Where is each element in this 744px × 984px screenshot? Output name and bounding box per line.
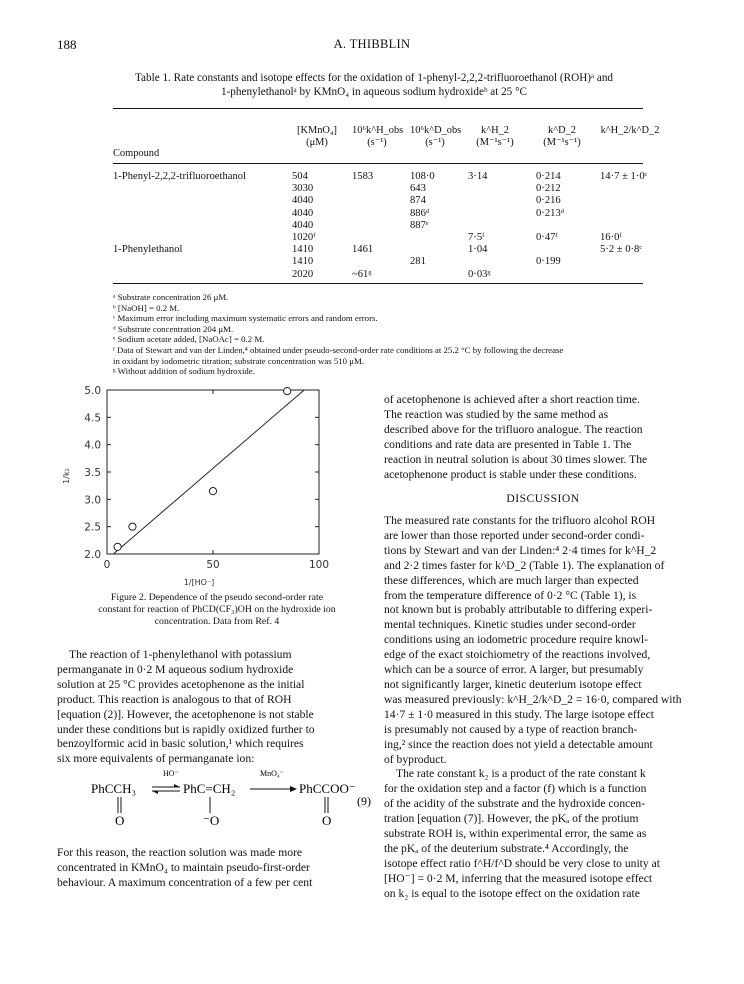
table-footnote: ᶠ Data of Stewart and van der Linden,⁴ obtained under pseudo-second-order rate conditions at 25.2 °C by following the decrease bbox=[113, 344, 564, 355]
text-line: conditions and rate data are presented in Table 1. The bbox=[384, 437, 632, 451]
table-caption-line-2: 1-phenylethanolᵃ by KMnO₄ in aqueous sodium hydroxideᵇ at 25 °C bbox=[220, 85, 528, 98]
text-line: the pKₐ of the deuterium substrate.⁴ Accordingly, the bbox=[384, 841, 629, 855]
scheme-arrowhead-oxidation bbox=[290, 786, 297, 792]
text-line: are lower than those reported under second-order condi- bbox=[384, 528, 645, 542]
scheme-reagent-hydroxide: HO⁻ bbox=[163, 769, 179, 778]
table-footnote: ᵇ [NaOH] = 0.2 M. bbox=[113, 302, 180, 313]
text-line: from the temperature difference of 0·2 °C (Table 1), is bbox=[384, 588, 637, 602]
table-cell-r8-c2: ~61ᵍ bbox=[352, 268, 372, 280]
table-footnote: ᵉ Sodium acetate added, [NaOAc] = 0.2 M. bbox=[113, 334, 265, 345]
table-cell-r7-c1: 1410 bbox=[292, 256, 314, 268]
text-line: [HO⁻] = 0·2 M, inferring that the measured isotope effect bbox=[384, 871, 653, 885]
table-cell-r3-c3: 886ᵈ bbox=[410, 207, 430, 219]
text-line: The measured rate constants for the trifluoro alcohol ROH bbox=[384, 514, 656, 527]
text-line: [equation (2)]. However, the acetophenone is not stable bbox=[57, 707, 314, 721]
table-cell-r5-c5: 0·47ᶠ bbox=[536, 232, 558, 243]
table-col-header-1: [KMnO₄] (μM) bbox=[297, 125, 337, 148]
text-line: on k₂ is equal to the isotope effect on the oxidation rate bbox=[384, 886, 640, 900]
table-caption bbox=[100, 72, 648, 99]
table-cell-r2-c5: 0·216 bbox=[536, 195, 561, 207]
text-line: solution at 25 °C provides acetophenone as the initial bbox=[57, 677, 305, 691]
regression-line bbox=[113, 390, 304, 554]
table-cell-r2-c1: 4040 bbox=[292, 195, 314, 207]
figure-caption-line-2: constant for reaction of PhCD(CF₃)OH on the hydroxide ion bbox=[98, 604, 336, 615]
scheme-species-acetophenone: PhCCH₃ bbox=[91, 781, 136, 796]
table-cell-r1-c1: 3030 bbox=[292, 183, 314, 195]
text-line: behaviour. A maximum concentration of a few per cent bbox=[57, 875, 313, 889]
table-cell-r5-c4: 7·5ᶠ bbox=[468, 232, 485, 243]
table-footnote: ᵃ Substrate concentration 26 μM. bbox=[113, 292, 229, 302]
text-line: not known but is probably attributable to differing experi- bbox=[384, 603, 653, 617]
table-cell-r0-c4: 3·14 bbox=[468, 171, 488, 182]
table-col-header-0: Compound bbox=[113, 148, 160, 159]
text-line: edge of the exact stoichiometry of the reactions involved, bbox=[384, 648, 651, 662]
text-line: ing,² since the reaction does not yield a detectable amount bbox=[384, 737, 653, 751]
table-cell-r0-c1: 504 bbox=[292, 171, 308, 182]
table-cell-r0-c5: 0·214 bbox=[536, 171, 561, 182]
y-axis-label: 1/k₂ bbox=[62, 468, 71, 484]
table-cell-r0-c2: 1583 bbox=[352, 171, 374, 182]
text-line: reaction in neutral solution is about 30 times slower. The bbox=[384, 452, 648, 466]
y-tick-label: 4.5 bbox=[84, 412, 101, 425]
table-cell-r4-c1: 4040 bbox=[292, 219, 314, 231]
y-tick-label: 2.5 bbox=[84, 521, 101, 534]
x-tick-label: 0 bbox=[103, 559, 111, 571]
text-line: product. This reaction is analogous to that of ROH bbox=[57, 692, 292, 706]
text-line: For this reason, the reaction solution was made more bbox=[57, 846, 303, 859]
text-line: six more equivalents of permanganate ion: bbox=[57, 752, 255, 766]
text-line: of the acidity of the substrate and the hydroxide concen- bbox=[384, 797, 646, 811]
scheme-reagent-permanganate: MnO₄⁻ bbox=[260, 769, 284, 778]
table-col-header-2: 10⁶k^H_obs (s⁻¹) bbox=[352, 125, 404, 148]
text-line: for the oxidation step and a factor (f) which is a function bbox=[384, 782, 647, 796]
text-line: permanganate in 0·2 M aqueous sodium hydroxide bbox=[57, 662, 294, 676]
table-col-header-6: k^H_2/k^D_2 bbox=[600, 125, 660, 136]
text-line: conditions using an iodometric procedure require knowl- bbox=[384, 633, 649, 647]
table-footnote: ᵈ Substrate concentration 204 μM. bbox=[113, 323, 234, 334]
text-line: of byproduct. bbox=[384, 752, 447, 766]
figure-caption-line-3: concentration. Data from Ref. 4 bbox=[154, 616, 280, 627]
running-head-author: A. THIBBLIN bbox=[333, 37, 411, 51]
text-line: tions by Stewart and van der Linden:⁴ 2·4 times for k^H_2 bbox=[384, 543, 657, 557]
text-line: not significantly larger, kinetic deuterium isotope effect bbox=[384, 677, 642, 691]
table-col-header-3: 10⁶k^D_obs (s⁻¹) bbox=[410, 125, 462, 148]
table-cell-r6-c2: 1461 bbox=[352, 244, 374, 256]
data-point bbox=[209, 488, 216, 495]
text-line: substrate ROH is, within experimental error, the same as bbox=[384, 827, 647, 841]
table-cell-r2-c3: 874 bbox=[410, 195, 426, 207]
text-line: and 2·2 times faster for k^D_2 (Table 1). The explanation of bbox=[384, 558, 665, 572]
text-line: The reaction of 1-phenylethanol with potassium bbox=[69, 648, 292, 661]
x-axis-label: 1/[HO⁻] bbox=[183, 578, 215, 587]
text-line: of acetophenone is achieved after a short reaction time. bbox=[384, 393, 640, 406]
plot-frame bbox=[107, 390, 319, 554]
y-tick-label: 3.0 bbox=[84, 494, 101, 507]
table-cell-r5-c6: 16·0ᶠ bbox=[600, 232, 622, 243]
table-cell-r8-c4: 0·03ᵍ bbox=[468, 268, 491, 280]
table-header-rule bbox=[113, 163, 643, 164]
table-cell-r4-c3: 887ᵉ bbox=[410, 219, 429, 231]
reaction-scheme-9 bbox=[57, 759, 377, 839]
table-caption-line-1: Table 1. Rate constants and isotope effects for the oxidation of 1-phenyl-2,2,2-trifluoroethanol (ROH)ᵃ and bbox=[134, 72, 614, 84]
table-bottom-rule bbox=[113, 283, 643, 284]
page-number: 188 bbox=[57, 37, 77, 52]
text-line: The reaction was studied by the same method as bbox=[384, 407, 609, 421]
right-column-paragraph-2 bbox=[384, 514, 702, 902]
scheme-species-enolate: PhC=CH₂ bbox=[183, 781, 236, 796]
left-column-paragraph-2 bbox=[57, 846, 377, 891]
right-column-paragraph-1 bbox=[384, 393, 702, 482]
text-line: was measured previously: k^H_2/k^D_2 = 16·0, compared with bbox=[384, 692, 682, 706]
table-cell-r8-c1: 2020 bbox=[292, 268, 314, 280]
table-cell-r6-c4: 1·04 bbox=[468, 244, 488, 256]
table-cell-r7-c3: 281 bbox=[410, 256, 426, 268]
text-line: isotope effect ratio f^H/f^D should be very close to unity at bbox=[384, 856, 660, 870]
scheme-oxygen-3: O bbox=[322, 813, 332, 828]
left-column-paragraph-1 bbox=[57, 648, 377, 767]
scheme-oxygen-2: ⁻O bbox=[203, 813, 220, 828]
table-footnotes bbox=[113, 292, 653, 377]
y-tick-label: 3.5 bbox=[84, 467, 101, 479]
table-cell-r6-c1: 1410 bbox=[292, 244, 314, 256]
table-cell-r6-c6: 5·2 ± 0·8ᶜ bbox=[600, 244, 643, 256]
text-line: benzoylformic acid in basic solution,¹ which requires bbox=[57, 737, 304, 751]
text-line: these differences, which are much larger than expected bbox=[384, 573, 639, 587]
table-cell-r0-c0: 1-Phenyl-2,2,2-trifluoroethanol bbox=[113, 171, 246, 182]
data-point bbox=[129, 523, 136, 530]
text-line: under these conditions but is rapidly oxidized further to bbox=[57, 722, 315, 736]
data-point bbox=[114, 543, 121, 550]
text-line: The rate constant k₂ is a product of the rate constant k bbox=[396, 767, 646, 781]
text-line: acetophenone product is stable under these conditions. bbox=[384, 467, 637, 481]
y-tick-label: 5.0 bbox=[84, 385, 101, 397]
table-col-header-5: k^D_2 (M⁻¹s⁻¹) bbox=[543, 125, 581, 148]
table-cell-r7-c5: 0·199 bbox=[536, 256, 561, 268]
scheme-species-benzoylformate: PhCCOO⁻ bbox=[299, 781, 356, 796]
table-top-rule bbox=[113, 108, 643, 109]
text-line: 14·7 ± 1·0 measured in this study. The large isotope effect bbox=[384, 707, 654, 721]
text-line: concentrated in KMnO₄ to maintain pseudo-first-order bbox=[57, 860, 310, 874]
figure-2-scatter-plot bbox=[57, 382, 377, 587]
text-line: mental techniques. Kinetic studies under second-order bbox=[384, 618, 636, 632]
table-footnote: ᶜ Maximum error including maximum systematic errors and random errors. bbox=[113, 313, 378, 324]
x-tick-label: 50 bbox=[206, 559, 220, 571]
text-line: is presumably not caused by a type of reaction branch- bbox=[384, 722, 638, 736]
x-tick-label: 100 bbox=[308, 559, 330, 571]
scheme-oxygen-1: O bbox=[115, 813, 125, 828]
text-line: which can be a source of error. A larger, but presumably bbox=[384, 663, 644, 677]
table-cell-r5-c1: 1020ᶠ bbox=[292, 232, 316, 243]
scheme-equation-number: (9) bbox=[357, 794, 371, 808]
table-cell-r1-c3: 643 bbox=[410, 183, 426, 195]
y-tick-label: 2.0 bbox=[84, 549, 101, 561]
table-cell-r6-c0: 1-Phenylethanol bbox=[113, 244, 183, 256]
table-cell-r1-c5: 0·212 bbox=[536, 183, 561, 195]
y-tick-label: 4.0 bbox=[84, 439, 101, 452]
table-cell-r3-c1: 4040 bbox=[292, 207, 314, 219]
table-footnote: in oxidant by iodometric titration; substrate concentration was 510 μM. bbox=[113, 355, 364, 366]
data-point bbox=[284, 387, 291, 394]
section-heading-discussion: DISCUSSION bbox=[506, 492, 580, 505]
figure-caption bbox=[57, 592, 377, 628]
table-col-header-4: k^H_2 (M⁻¹s⁻¹) bbox=[476, 125, 514, 148]
figure-caption-line-1: Figure 2. Dependence of the pseudo second-order rate bbox=[110, 592, 324, 603]
table-footnote: ᵍ Without addition of sodium hydroxide. bbox=[113, 366, 255, 377]
table-cell-r0-c6: 14·7 ± 1·0ᶜ bbox=[600, 171, 648, 182]
text-line: tration [equation (7)]. However, the pKₐ of the protium bbox=[384, 812, 639, 826]
table-cell-r0-c3: 108·0 bbox=[410, 171, 435, 182]
table-cell-r3-c5: 0·213ᵈ bbox=[536, 207, 565, 219]
text-line: described above for the trifluoro analogue. The reaction bbox=[384, 422, 643, 436]
